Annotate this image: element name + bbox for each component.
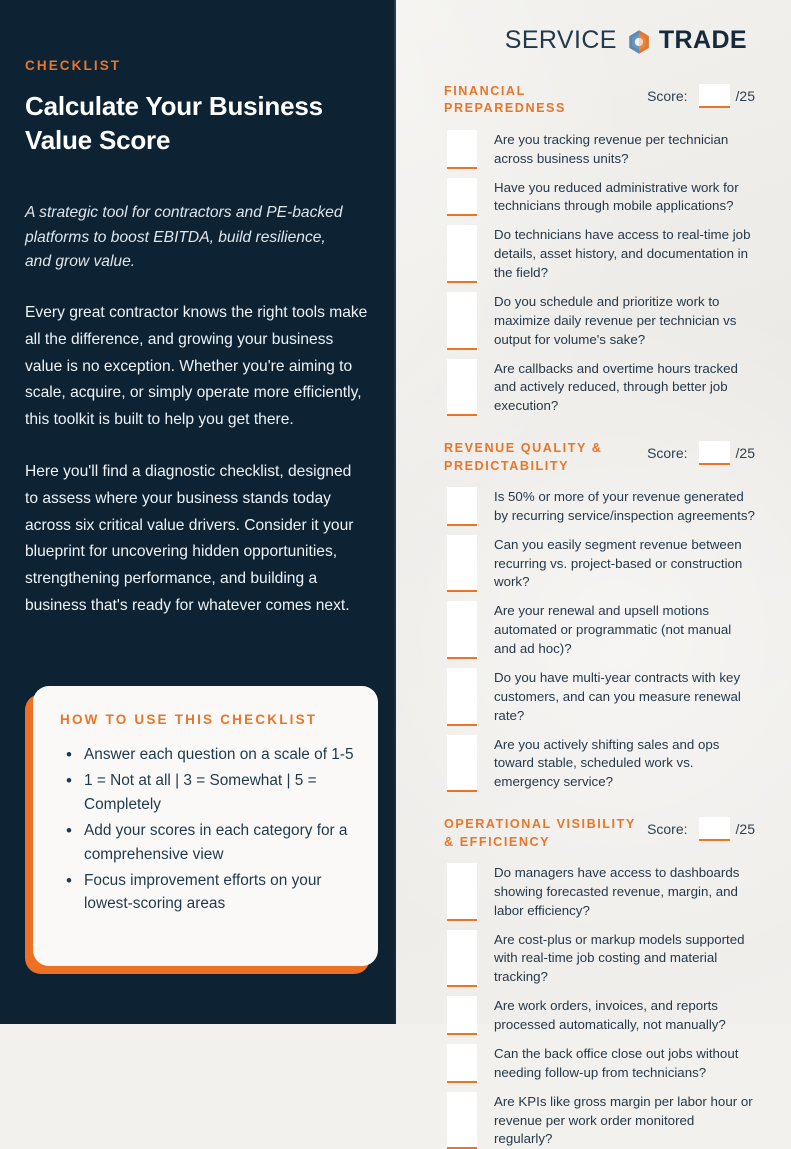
servicetrade-logo [444,26,747,55]
question-score-input[interactable] [447,601,477,659]
question-score-input[interactable] [447,930,477,988]
question-list [444,487,755,792]
list-item: • Answer each question on a scale of 1-5 [64,743,354,766]
question-score-input[interactable] [447,292,477,350]
question-row[interactable] [447,1044,755,1083]
score-max-label: /25 [735,821,755,838]
question-text: Can you easily segment revenue between recurring vs. project-based or construction work? [494,536,743,590]
section-title: OPERATIONAL VISIBILITY & EFFICIENCY [444,817,636,849]
list-item: • Add your scores in each category for a comprehensive view [64,819,354,866]
section-title: REVENUE QUALITY & PREDICTABILITY [444,441,603,473]
section-revenue-quality [444,438,755,792]
question-text: Are you tracking revenue per technician across business units? [494,131,729,166]
score-input[interactable] [699,817,730,841]
question-row[interactable] [447,930,755,988]
intro-panel [0,0,396,1024]
score-max-label: /25 [735,88,755,104]
question-score-input[interactable] [447,1092,477,1149]
intro-paragraph-2: Here you'll find a diagnostic checklist, designed to assess where your business stands today across six critical value drivers. Consider it your blueprint for uncovering hidden opportunities, strengthening performance, and building a business that's ready for whatever comes next. [25,463,354,615]
question-text: Are cost-plus or markup models supported with real-time job costing and material tracking? [494,931,745,985]
intro-paragraph-1: Every great contractor knows the right tools make all the difference, and growing your business value is no exception. Whether you're aiming to scale, acquire, or simply operate more efficiently, this toolkit is built to help you get there. [25,303,368,429]
question-score-input[interactable] [447,735,477,793]
score-field[interactable] [647,438,755,465]
lede-paragraph: A strategic tool for contractors and PE-backed platforms to boost EBITDA, build resilience, and grow value. [25,204,343,271]
section-header [444,814,755,851]
question-score-input[interactable] [447,1044,477,1083]
question-row[interactable] [447,225,755,283]
question-row[interactable] [447,863,755,921]
how-to-use-card [25,686,370,966]
question-row[interactable] [447,735,755,793]
question-score-input[interactable] [447,668,477,726]
question-row[interactable] [447,601,755,659]
question-score-input[interactable] [447,863,477,921]
page-title: Calculate Your Business Value Score [25,91,323,155]
question-list [444,130,755,416]
question-text: Are your renewal and upsell motions automated or programmatic (not manual and ad hoc)? [494,603,732,656]
section-financial-preparedness [444,81,755,416]
checklist-panel [396,0,791,1147]
logo-word-service: SERVICE [504,26,617,54]
question-score-input[interactable] [447,535,477,593]
question-text: Are KPIs like gross margin per labor hour or revenue per work order monitored regularly? [494,1093,753,1147]
hexagon-logo-icon [626,29,652,55]
section-title: FINANCIAL PREPAREDNESS [444,84,566,116]
score-label: Score: [647,445,688,462]
score-label: Score: [647,821,688,838]
question-score-input[interactable] [447,487,477,526]
question-text: Do technicians have access to real-time job details, asset history, and documentation in the field? [494,227,751,280]
question-row[interactable] [447,130,755,169]
eyebrow-label: CHECKLIST [25,58,122,73]
question-text: Are callbacks and overtime hours tracked and actively reduced, through better job execution? [494,360,738,414]
section-operational-visibility [444,814,755,1149]
score-field[interactable] [647,814,755,841]
question-text: Is 50% or more of your revenue generated by recurring service/inspection agreements? [494,488,755,523]
question-row[interactable] [447,487,755,526]
question-text: Are work orders, invoices, and reports processed automatically, not manually? [494,998,726,1032]
logo-word-trade: TRADE [658,26,747,54]
question-row[interactable] [447,535,755,593]
question-row[interactable] [447,359,755,417]
question-row[interactable] [447,996,755,1035]
question-text: Have you reduced administrative work for technicians through mobile applications? [494,179,739,214]
how-to-use-card-body [33,686,378,966]
score-max-label: /25 [735,445,755,462]
section-header [444,81,755,118]
question-row[interactable] [447,178,755,217]
question-score-input[interactable] [447,225,477,283]
list-item: • 1 = Not at all | 3 = Somewhat | 5 = Completely [64,769,354,816]
score-field[interactable] [647,81,755,108]
question-text: Do you schedule and prioritize work to maximize daily revenue per technician vs output for volume's sake? [494,293,737,347]
question-score-input[interactable] [447,130,477,169]
question-text: Do managers have access to dashboards showing forecasted revenue, margin, and labor efficiency? [494,864,740,918]
question-row[interactable] [447,1092,755,1149]
question-score-input[interactable] [447,996,477,1035]
question-row[interactable] [447,668,755,726]
section-header [444,438,755,475]
how-to-use-list [60,743,354,916]
question-score-input[interactable] [447,359,477,417]
how-to-use-title: HOW TO USE THIS CHECKLIST [60,712,318,727]
question-row[interactable] [447,292,755,350]
question-list [444,863,755,1149]
score-label: Score: [647,88,688,104]
question-score-input[interactable] [447,178,477,217]
question-text: Are you actively shifting sales and ops toward stable, scheduled work vs. emergency service? [494,736,720,790]
score-input[interactable] [699,84,730,108]
score-input[interactable] [699,441,730,465]
list-item: • Focus improvement efforts on your lowest-scoring areas [64,869,354,916]
question-text: Do you have multi-year contracts with key customers, and can you measure renewal rate? [494,669,741,723]
question-text: Can the back office close out jobs without needing follow-up from technicians? [494,1045,739,1080]
